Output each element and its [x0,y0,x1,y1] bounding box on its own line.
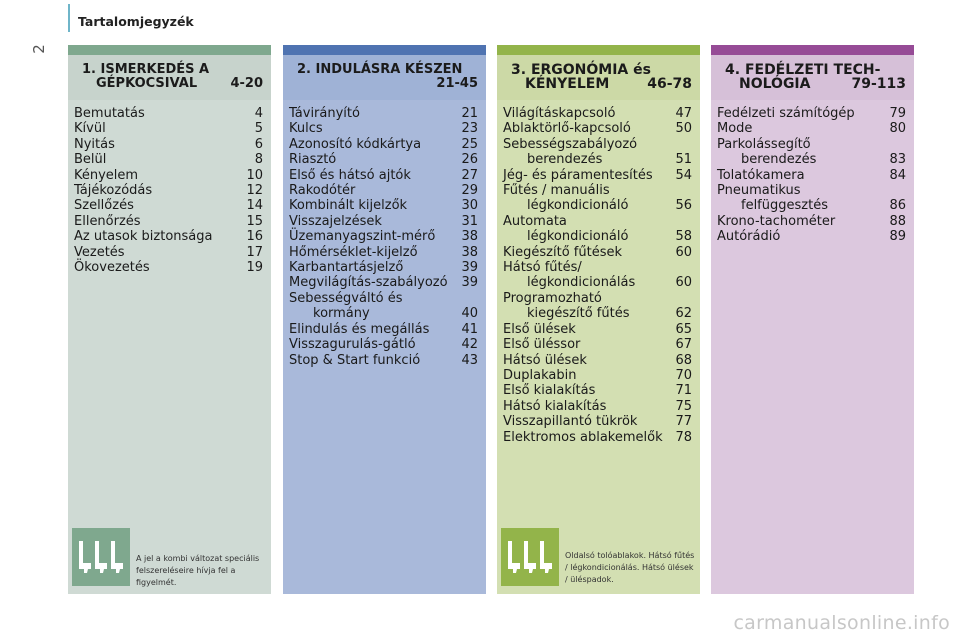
toc-entry[interactable] [503,322,692,337]
toc-entry[interactable] [289,275,478,290]
toc-entry-label-text: Azonosító kódkártya [289,136,422,152]
toc-entry-label [74,245,125,260]
toc-entry-label-text: Első és hátsó ajtók [289,167,411,183]
toc-entry-label [74,168,138,183]
toc-entry-label [74,106,145,121]
toc-entry[interactable] [289,353,478,368]
toc-entry[interactable] [503,414,692,429]
toc-entry-page: 68 [675,352,692,368]
toc-entry-page: 83 [889,152,906,168]
toc-entry[interactable] [503,245,692,260]
toc-entry-label [503,137,637,168]
toc-entry-label-text: Ablaktörlő-kapcsoló [503,121,631,137]
toc-entry-label-text: Belül [74,152,107,168]
toc-entry-label [717,168,805,183]
toc-entry[interactable] [74,198,263,213]
toc-entry[interactable] [74,260,263,275]
toc-entry-label [289,152,336,167]
toc-entry-label [74,183,152,198]
toc-entry-page: 16 [246,229,263,245]
section-1-note: A jel a kombi változat speciális felszereléseire hívja fel a figyelmét. [136,554,260,587]
toc-entry[interactable] [74,121,263,136]
toc-entry-label [717,106,855,121]
toc-entry-label-text: Karbantartásjelző [289,260,404,276]
toc-entry-label [74,198,134,213]
section-1-title-line2: GÉPKOCSIVAL [96,76,198,91]
toc-entry-page: 5 [254,121,263,137]
section-4-title-line2: NOLÓGIA [739,76,811,92]
toc-entry-page: 27 [461,167,478,183]
toc-entry-label [503,106,615,121]
toc-entry-page: 86 [889,198,906,214]
toc-entry[interactable] [503,399,692,414]
toc-entry[interactable] [503,106,692,121]
toc-entry-label-text: Kombinált kijelzők [289,198,408,214]
toc-entry-label-text: Fűtés / manuális [503,183,610,199]
toc-entry[interactable] [717,229,906,244]
toc-entry-label [503,183,628,214]
section-2-heading[interactable] [283,55,486,100]
toc-entry-label-text: Megvilágítás-szabályozó [289,275,448,291]
toc-entry-label [289,322,429,337]
section-2-bar [283,45,486,55]
toc-entry-label-text: Üzemanyagszint-mérő [289,229,436,245]
toc-entry-label [717,183,828,214]
toc-entry-label-text: Hátsó kialakítás [503,398,607,414]
toc-entry[interactable] [503,291,692,322]
toc-entry[interactable] [74,137,263,152]
toc-entry[interactable] [289,214,478,229]
toc-entry-page: 17 [246,244,263,260]
toc-entry-label-text: Sebességváltó és [289,290,403,306]
toc-entry-label-text: Mode [717,121,753,137]
toc-entry[interactable] [503,260,692,291]
toc-entry-label-text: Nyitás [74,136,115,152]
section-3-number: 3. [511,62,527,78]
toc-entry-page: 60 [675,275,692,291]
section-3 [497,45,700,594]
toc-entry[interactable] [289,229,478,244]
toc-entry-label-text: Kényelem [74,167,139,183]
toc-entry[interactable] [289,137,478,152]
toc-entry-page: 75 [675,398,692,414]
section-4-heading[interactable] [711,55,914,100]
toc-entry-label [74,214,141,229]
toc-entry-label-text: Programozható [503,290,602,306]
toc-entry-label-text: Fedélzeti számítógép [717,106,855,121]
toc-entry-label-text: Parkolássegítő [717,136,811,152]
toc-entry-page: 15 [246,213,263,229]
toc-entry-label-text: Első üléssor [503,337,581,353]
toc-entry-label [503,368,576,383]
toc-entry-page: 79 [889,106,906,121]
toc-entry-page: 56 [675,198,692,214]
toc-entry[interactable] [289,121,478,136]
toc-entry-label [717,121,752,136]
section-2-title-line1: INDULÁSRA KÉSZEN [315,62,463,77]
toc-entry-label-text: Krono-tachométer [717,213,836,229]
toc-entry-label-text: Stop & Start funkció [289,352,421,368]
toc-entry[interactable] [717,214,906,229]
toc-entry-label [74,229,212,244]
toc-entry[interactable] [503,430,692,445]
toc-entry[interactable] [74,245,263,260]
toc-entry-page: 31 [461,213,478,229]
toc-entry[interactable] [503,383,692,398]
toc-entry-page: 41 [461,321,478,337]
seats-icon [501,528,559,586]
header-rule [68,4,70,32]
toc-entry[interactable] [503,137,692,168]
toc-entry-label-text: Hátsó ülések [503,352,587,368]
toc-entry-page: 65 [675,321,692,337]
toc-entry-label-continued: berendezés [527,152,603,168]
toc-entry-page: 8 [254,152,263,168]
toc-entry-label-text: Távirányító [289,106,360,121]
toc-entry[interactable] [74,168,263,183]
toc-entry-page: 70 [675,367,692,383]
toc-entry-label [289,291,403,322]
toc-entry-label [74,260,150,275]
toc-entry[interactable] [289,245,478,260]
section-1-bar [68,45,271,55]
toc-entry[interactable] [74,229,263,244]
toc-entry-label [289,137,421,152]
toc-entry[interactable] [503,353,692,368]
toc-entry[interactable] [289,106,478,121]
toc-entry[interactable] [74,106,263,121]
toc-entry-label [717,137,816,168]
toc-entry-label [503,337,580,352]
toc-entry-page: 6 [254,136,263,152]
toc-entry-page: 39 [461,275,478,291]
toc-entry-page: 78 [675,429,692,445]
toc-entry-label [503,121,631,136]
seats-icon [72,528,130,586]
toc-entry-label [289,353,420,368]
toc-entry-page: 29 [461,183,478,199]
toc-entry[interactable] [289,152,478,167]
toc-entry-label-text: Világításkapcsoló [503,106,616,121]
section-1-number: 1. [82,62,96,77]
section-2-number: 2. [297,62,311,77]
toc-entry-page: 80 [889,121,906,137]
toc-entry[interactable] [289,291,478,322]
toc-entry-label [503,353,587,368]
section-4-bar [711,45,914,55]
toc-entry-page: 47 [675,106,692,121]
toc-entry[interactable] [717,121,906,136]
toc-entry[interactable] [289,337,478,352]
section-4-number: 4. [725,62,741,78]
toc-entry-label-text: Az utasok biztonsága [74,229,213,245]
toc-entry-label [503,383,595,398]
section-1-heading[interactable] [68,55,271,100]
toc-entry-page: 4 [254,106,263,121]
toc-entry-page: 60 [675,244,692,260]
section-3-title-line2: KÉNYELEM [525,76,610,92]
toc-entry-label [717,214,835,229]
toc-entry-page: 58 [675,229,692,245]
toc-entry-label-continued: kormány [313,306,370,322]
watermark: carmanualsonline.info [733,612,950,634]
toc-entry-page: 19 [246,260,263,276]
toc-entry-label [289,106,360,121]
toc-entry-label-text: Első kialakítás [503,383,596,399]
toc-entry-label-continued: légkondicionáló [527,229,629,245]
toc-entry-label [503,245,622,260]
toc-entry[interactable] [74,152,263,167]
toc-entry-label-continued: felfüggesztés [741,198,828,214]
section-4 [711,45,914,594]
toc-entry[interactable] [289,183,478,198]
toc-entry-label-text: Visszapillantó tükrök [503,414,638,430]
toc-entry-label-text: Elektromos ablakemelők [503,429,663,445]
toc-entry-page: 67 [675,337,692,353]
toc-entry-label [503,399,606,414]
section-2 [283,45,486,594]
toc-entry-label-text: Riasztó [289,152,337,168]
section-3-note: Oldalsó tolóablakok. Hátsó fűtés / légkondicionálás. Hátsó ülések / üléspadok. [565,551,695,584]
toc-entry-label [289,121,323,136]
toc-entry[interactable] [74,214,263,229]
toc-entry-label [717,229,780,244]
toc-entry[interactable] [503,183,692,214]
toc-entry-label-continued: légkondicionálás [527,275,636,291]
section-2-pages: 21-45 [436,76,478,91]
toc-entry-page: 10 [246,167,263,183]
toc-entry-label [289,337,416,352]
toc-entry-page: 30 [461,198,478,214]
toc-entry-label [289,229,435,244]
toc-entry-label-text: Sebességszabályozó [503,136,638,152]
toc-entry-label-text: Ökovezetés [74,260,150,276]
toc-entry-page: 54 [675,167,692,183]
section-3-list [497,100,700,445]
toc-entry-label [289,168,411,183]
toc-entry[interactable] [503,168,692,183]
toc-entry[interactable] [503,368,692,383]
toc-entry-label-text: Hőmérséklet-kijelző [289,244,418,260]
toc-entry-label-text: Tájékozódás [74,183,153,199]
toc-entry-label-text: Kiegészítő fűtések [503,244,622,260]
toc-entry-label [503,214,628,245]
toc-entry-label-text: Hátsó fűtés/ [503,260,582,276]
toc-entry[interactable] [503,337,692,352]
section-4-title-line1: FEDÉLZETI TECH- [744,62,881,78]
toc-entry[interactable] [717,106,906,121]
page-number: 2 [29,44,48,54]
toc-entry-label-text: Elindulás és megállás [289,321,430,337]
toc-entry-page: 71 [675,383,692,399]
section-4-list [711,100,914,245]
toc-entry-label-text: Visszajelzések [289,213,382,229]
toc-entry[interactable] [289,168,478,183]
section-4-pages: 79-113 [851,76,906,92]
toc-entry-label [503,430,663,445]
toc-entry-label-continued: légkondicionáló [527,198,629,214]
toc-entry-page: 38 [461,229,478,245]
toc-entry-label-text: Visszagurulás-gátló [289,337,416,353]
section-1-pages: 4-20 [230,76,263,91]
toc-entry-page: 42 [461,337,478,353]
toc-entry[interactable] [503,121,692,136]
toc-entry-label [503,260,635,291]
toc-entry-page: 26 [461,152,478,168]
toc-entry-label [74,152,106,167]
toc-entry-page: 39 [461,260,478,276]
toc-entry-page: 89 [889,229,906,245]
section-2-list [283,100,486,368]
toc-entry[interactable] [717,137,906,168]
toc-entry-label [289,275,448,290]
toc-entry-page: 25 [461,136,478,152]
toc-entry[interactable] [717,183,906,214]
toc-entry-page: 14 [246,198,263,214]
toc-entry-page: 23 [461,121,478,137]
toc-entry-page: 88 [889,213,906,229]
toc-entry-label-text: Tolatókamera [717,167,805,183]
toc-entry-page: 21 [461,106,478,121]
toc-entry-label-text: Rakodótér [289,183,356,199]
toc-entry-label [289,245,418,260]
toc-entry-label [503,291,629,322]
toc-entry-label-text: Autórádió [717,229,781,245]
toc-entry-label-text: Kulcs [289,121,323,137]
toc-entry-label-text: Jég- és páramentesítés [503,167,653,183]
toc-entry-label-text: Szellőzés [74,198,134,214]
toc-entry-label [74,121,106,136]
toc-entry-label-text: Bemutatás [74,106,145,121]
section-1 [68,45,271,594]
toc-entry-label-text: Kívül [74,121,106,137]
toc-entry-label-text: Ellenőrzés [74,213,141,229]
section-3-heading[interactable] [497,55,700,100]
toc-entry-page: 84 [889,167,906,183]
toc-entry-page: 51 [675,152,692,168]
section-1-list [68,100,271,275]
toc-entry-label [289,214,382,229]
section-3-pages: 46-78 [647,76,692,92]
toc-entry-page: 12 [246,183,263,199]
toc-entry-page: 43 [461,352,478,368]
section-3-bar [497,45,700,55]
toc-entry[interactable] [74,183,263,198]
toc-entry-page: 40 [461,306,478,322]
toc-entry-label-continued: kiegészítő fűtés [527,306,630,322]
toc-entry-label-continued: berendezés [741,152,817,168]
toc-entry[interactable] [717,168,906,183]
toc-entry-label-text: Pneumatikus [717,183,801,199]
toc-entry-label-text: Duplakabin [503,367,577,383]
section-1-title-line1: ISMERKEDÉS A [100,62,210,77]
page-title: Tartalomjegyzék [78,14,194,29]
toc-entry-label [503,168,653,183]
toc-entry-label [503,322,576,337]
toc-entry-page: 77 [675,414,692,430]
toc-entry-page: 50 [675,121,692,137]
toc-entry[interactable] [503,214,692,245]
toc-entry-label [289,183,355,198]
toc-entry-label [74,137,115,152]
toc-entry-label-text: Automata [503,213,567,229]
toc-entry-label [289,198,407,213]
toc-entry-page: 62 [675,306,692,322]
toc-entry[interactable] [289,260,478,275]
toc-entry[interactable] [289,198,478,213]
toc-entry-page: 38 [461,244,478,260]
toc-entry[interactable] [289,322,478,337]
toc-entry-label [503,414,637,429]
section-3-title-line1: ERGONÓMIA és [530,62,651,78]
toc-entry-label [289,260,403,275]
toc-entry-label-text: Vezetés [74,244,125,260]
toc-entry-label-text: Első ülések [503,321,576,337]
